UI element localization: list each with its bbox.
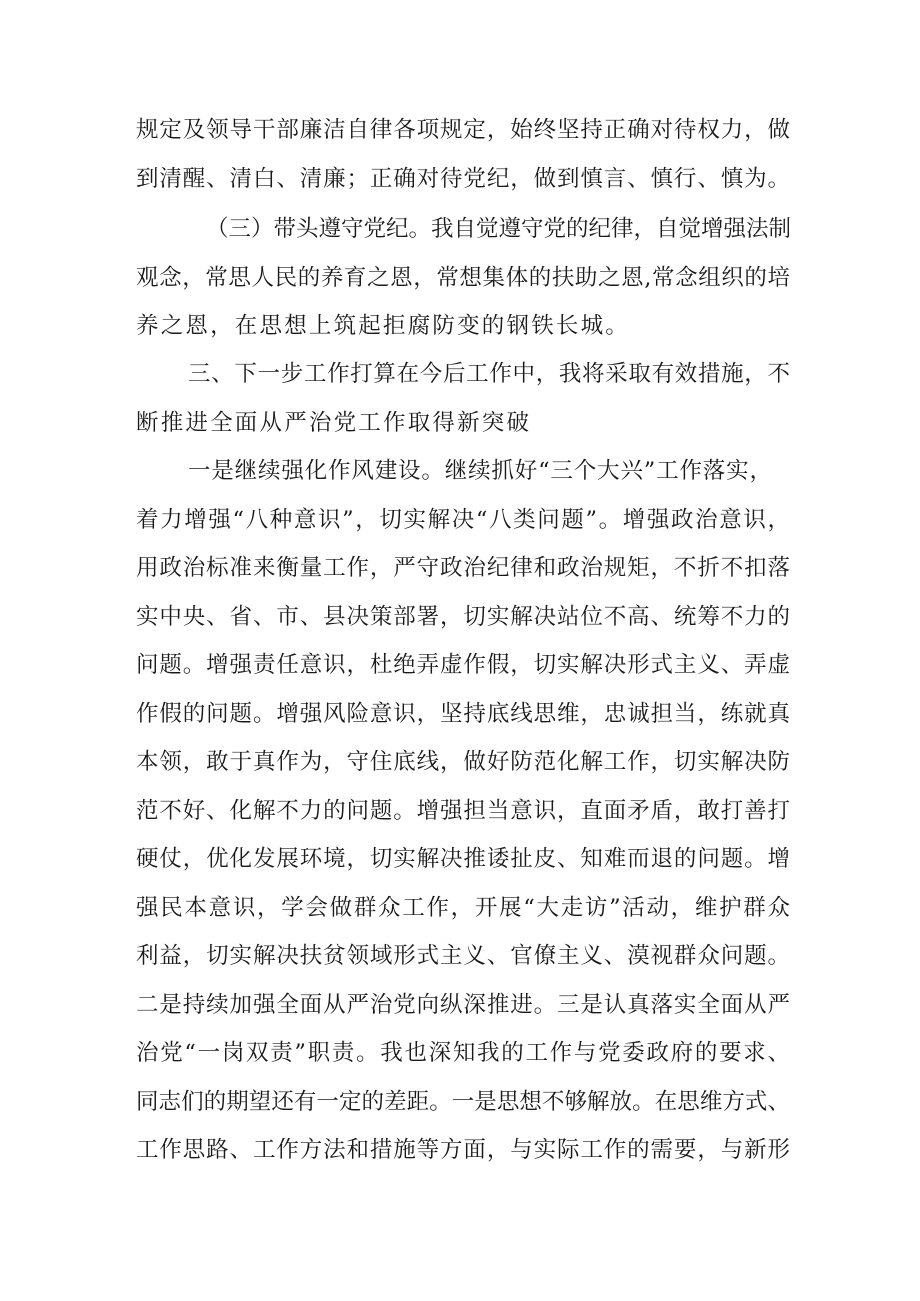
text-line: 用政治标准来衡量工作，严守政治纪律和政治规矩，不折不扣落 — [136, 555, 790, 581]
text-line: 观念，常思人民的养育之恩，常想集体的扶助之恩,常念组织的培 — [136, 265, 790, 291]
text-line: 硬仗，优化发展环境，切实解决推诿扯皮、知难而退的问题。增 — [136, 846, 790, 872]
text-line: 治党“一岗双责”职责。我也深知我的工作与党委政府的要求、 — [136, 1040, 790, 1066]
text-line: 问题。增强责任意识，杜绝弄虚作假，切实解决形式主义、弄虚 — [136, 652, 790, 678]
text-line: 一是继续强化作风建设。继续抓好“三个大兴”工作落实， — [188, 458, 772, 484]
text-line: 实中央、省、市、县决策部署，切实解决站位不高、统筹不力的 — [136, 604, 790, 630]
text-line: 着力增强“八种意识”，切实解决“八类问题”。增强政治意识， — [136, 507, 790, 533]
text-line: 利益，切实解决扶贫领域形式主义、官僚主义、漠视群众问题。 — [136, 943, 790, 969]
text-line: 范不好、化解不力的问题。增强担当意识，直面矛盾，敢打善打 — [136, 798, 790, 824]
text-line: 本领，敢于真作为，守住底线，做好防范化解工作，切实解决防 — [136, 749, 790, 775]
text-line: 二是持续加强全面从严治党向纵深推进。三是认真落实全面从严 — [136, 992, 790, 1018]
text-line: 养之恩，在思想上筑起拒腐防变的钢铁长城。 — [136, 313, 631, 339]
text-line: 同志们的期望还有一定的差距。一是思想不够解放。在思维方式、 — [136, 1089, 790, 1115]
text-line: 作假的问题。增强风险意识，坚持底线思维，忠诚担当，练就真 — [136, 701, 790, 727]
section-heading: 三、下一步工作打算在今后工作中，我将采取有效措施，不 — [188, 361, 790, 387]
text-line: 强民本意识，学会做群众工作，开展“大走访”活动，维护群众 — [136, 895, 790, 921]
text-line: 到清醒、清白、清廉；正确对待党纪，做到慎言、慎行、慎为。 — [136, 166, 790, 192]
section-heading: 断推进全面从严治党工作取得新突破 — [136, 410, 532, 436]
text-line: （三）带头遵守党纪。我自觉遵守党的纪律，自觉增强法制 — [206, 216, 792, 242]
text-line: 规定及领导干部廉洁自律各项规定，始终坚持正确对待权力，做 — [136, 117, 790, 143]
text-line: 工作思路、工作方法和措施等方面，与实际工作的需要，与新形 — [136, 1137, 790, 1163]
